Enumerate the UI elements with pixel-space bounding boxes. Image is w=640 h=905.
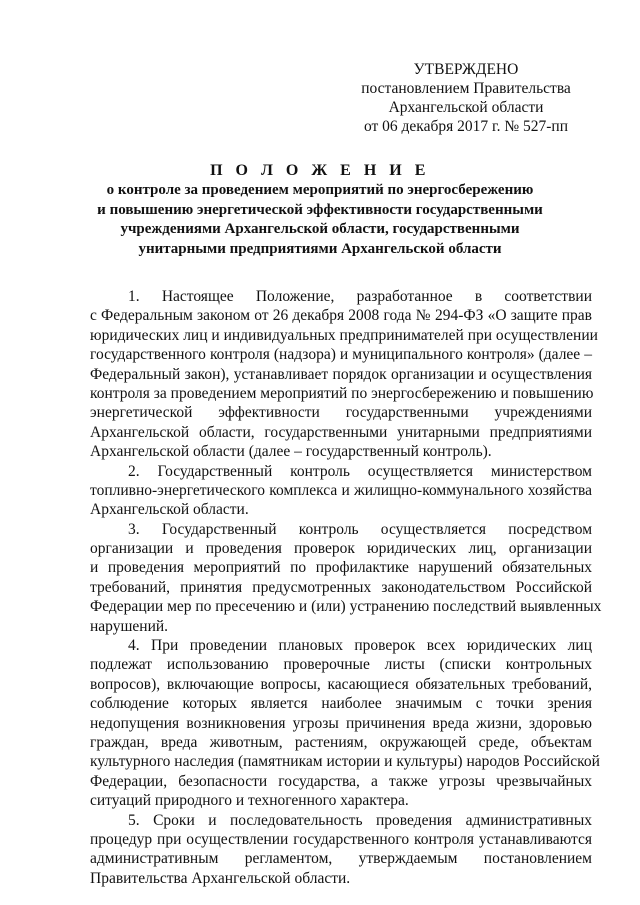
paragraph-line: административным регламентом, утверждаемым постановлением — [90, 850, 592, 868]
paragraph-line: соблюдение которых является наиболее значимым с точки зрения — [90, 695, 592, 713]
approval-stamp — [346, 60, 586, 136]
document-body — [90, 287, 602, 888]
document-subtitle: унитарными предприятиями Архангельской области — [138, 240, 502, 257]
paragraph-line: культурного наследия (памятникам истории и культуры) народов Российской — [90, 753, 600, 771]
paragraph — [90, 636, 600, 811]
paragraph-line: 3. Государственный контроль осуществляется посредством — [128, 520, 592, 538]
paragraph-line: организации и проведения проверок юридических лиц, организации — [90, 540, 592, 558]
paragraph-line: недопущения возникновения угрозы причинения вреда жизни, здоровью — [90, 714, 592, 732]
paragraph-line: Правительства Архангельской области. — [90, 869, 351, 887]
paragraph-line: Федерации, безопасности государства, а также угрозы чрезвычайных — [90, 772, 592, 790]
paragraph — [90, 462, 592, 520]
paragraph-line: с Федеральным законом от 26 декабря 2008 года № 294-ФЗ «О защите прав — [90, 307, 592, 325]
paragraph-line: Архангельской области, государственными унитарными предприятиями — [90, 423, 592, 441]
paragraph-line: 4. При проведении плановых проверок всех юридических лиц — [128, 637, 592, 655]
paragraph-line: требований, принятия предусмотренных законодательством Российской — [90, 578, 592, 596]
document-subtitle: и повышению энергетической эффективности государственными — [97, 201, 543, 218]
paragraph — [90, 811, 592, 889]
paragraph-line: Федерации мер по пресечению и (или) устранению последствий выявленных — [90, 598, 602, 616]
paragraph-line: процедур при осуществлении государственного контроля устанавливаются — [90, 830, 592, 848]
paragraph-line: ситуаций природного и техногенного характера. — [90, 792, 409, 810]
paragraph — [90, 520, 602, 636]
paragraph-line: юридических лиц и индивидуальных предпринимателей при осуществлении — [90, 326, 598, 344]
paragraph — [90, 287, 598, 462]
paragraph-line: нарушений. — [90, 617, 169, 635]
document-subtitle: учреждениями Архангельской области, государственными — [120, 221, 520, 237]
paragraph-line: энергетической эффективности государственными учреждениями — [90, 404, 592, 422]
paragraph-line: Архангельской области. — [90, 501, 249, 519]
approval-title: УТВЕРЖДЕНО — [413, 61, 519, 78]
paragraph-line: вопросов), включающие вопросы, касающиеся обязательных требований, — [90, 675, 592, 693]
paragraph-line: топливно-энергетического комплекса и жилищно-коммунального хозяйства — [90, 481, 592, 499]
paragraph-line: контроля за проведением мероприятий по энергосбережению и повышению — [90, 384, 594, 402]
paragraph-line: 5. Сроки и последовательность проведения административных — [128, 811, 592, 829]
paragraph-line: 1. Настоящее Положение, разработанное в соответствии — [128, 288, 592, 305]
paragraph-line: подлежат использованию проверочные листы (списки контрольных — [90, 656, 592, 674]
paragraph-line: 2. Государственный контроль осуществляется министерством — [128, 462, 592, 480]
paragraph-line: Архангельской области (далее – государственный контроль). — [90, 443, 492, 461]
approval-date: от 06 декабря 2017 г. № 527-пп — [363, 118, 569, 135]
paragraph-line: государственного контроля (надзора) и муниципального контроля» (далее – — [90, 346, 592, 364]
paragraph-line: Федеральный закон), устанавливает порядок организации и осуществления — [90, 365, 592, 383]
approval-line: Архангельской области — [388, 99, 544, 116]
approval-line: постановлением Правительства — [361, 80, 571, 97]
paragraph-line: граждан, вреда животным, растениям, окружающей среде, объектам — [90, 733, 592, 751]
document-subtitle: о контроле за проведением мероприятий по энергосбережению — [106, 182, 534, 198]
paragraph-line: и проведения мероприятий по профилактике нарушений обязательных — [90, 559, 592, 577]
document-heading — [90, 161, 550, 259]
document-title: П О Л О Ж Е Н И Е — [210, 162, 430, 179]
